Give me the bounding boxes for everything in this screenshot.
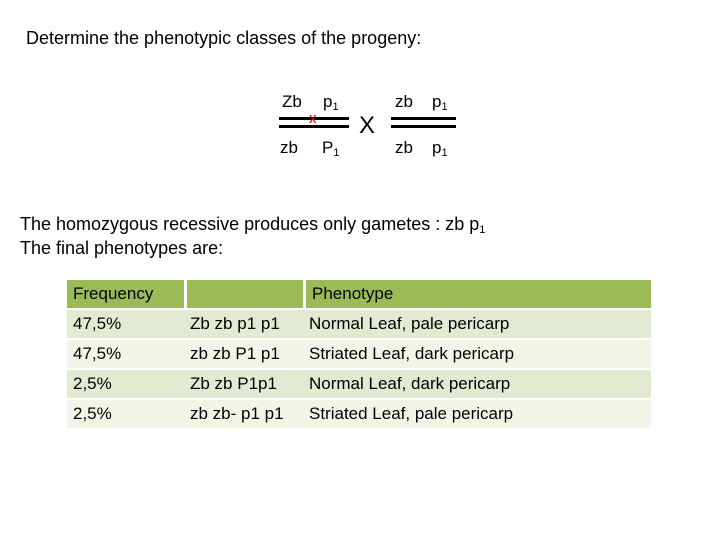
left-top-gene-2: $p_1$ [323,92,339,113]
page-title: Determine the phenotypic classes of the progeny: [26,28,422,48]
left-bottom-gene-1: zb [280,138,298,157]
left-bottom-gene-2: $P_1$ [322,138,340,159]
cell-frequency: 2,5% [67,370,184,398]
cell-genotype: zb zb P1 p1 [184,340,303,368]
header-frequency: Frequency [67,280,184,308]
cell-phenotype: Normal Leaf, pale pericarp [303,310,651,338]
right-chromosome-bottom-bar [391,125,456,128]
right-top-gene-2: $p_1$ [432,92,448,113]
table-row [67,310,651,338]
table-row [67,340,651,368]
right-bottom-gene-1: zb [395,138,413,157]
crossover-mark: x [309,110,317,127]
left-top-gene-1: Zb [282,92,302,111]
table-row [67,370,651,398]
cross-symbol: X [359,112,376,139]
cell-phenotype: Normal Leaf, dark pericarp [303,370,651,398]
cell-frequency: 47,5% [67,310,184,338]
header-genotype [184,280,303,308]
header-phenotype: Phenotype [303,280,651,308]
cell-phenotype: Striated Leaf, dark pericarp [303,340,651,368]
phenotypes-intro: The final phenotypes are: [20,238,224,258]
table-header-row [67,280,651,308]
right-bottom-gene-2: $p_1$ [432,138,448,159]
right-chromosome-top-bar [391,117,456,120]
cell-frequency: 47,5% [67,340,184,368]
table-row [67,400,651,428]
cell-frequency: 2,5% [67,400,184,428]
cell-genotype: Zb zb p1 p1 [184,310,303,338]
phenotype-table [67,278,651,430]
cell-phenotype: Striated Leaf, pale pericarp [303,400,651,428]
gametes-sentence: The homozygous recessive produces only gametes : zb $p_1$ [20,214,486,236]
cell-genotype: Zb zb P1p1 [184,370,303,398]
cell-genotype: zb zb- p1 p1 [184,400,303,428]
right-top-gene-1: zb [395,92,413,111]
